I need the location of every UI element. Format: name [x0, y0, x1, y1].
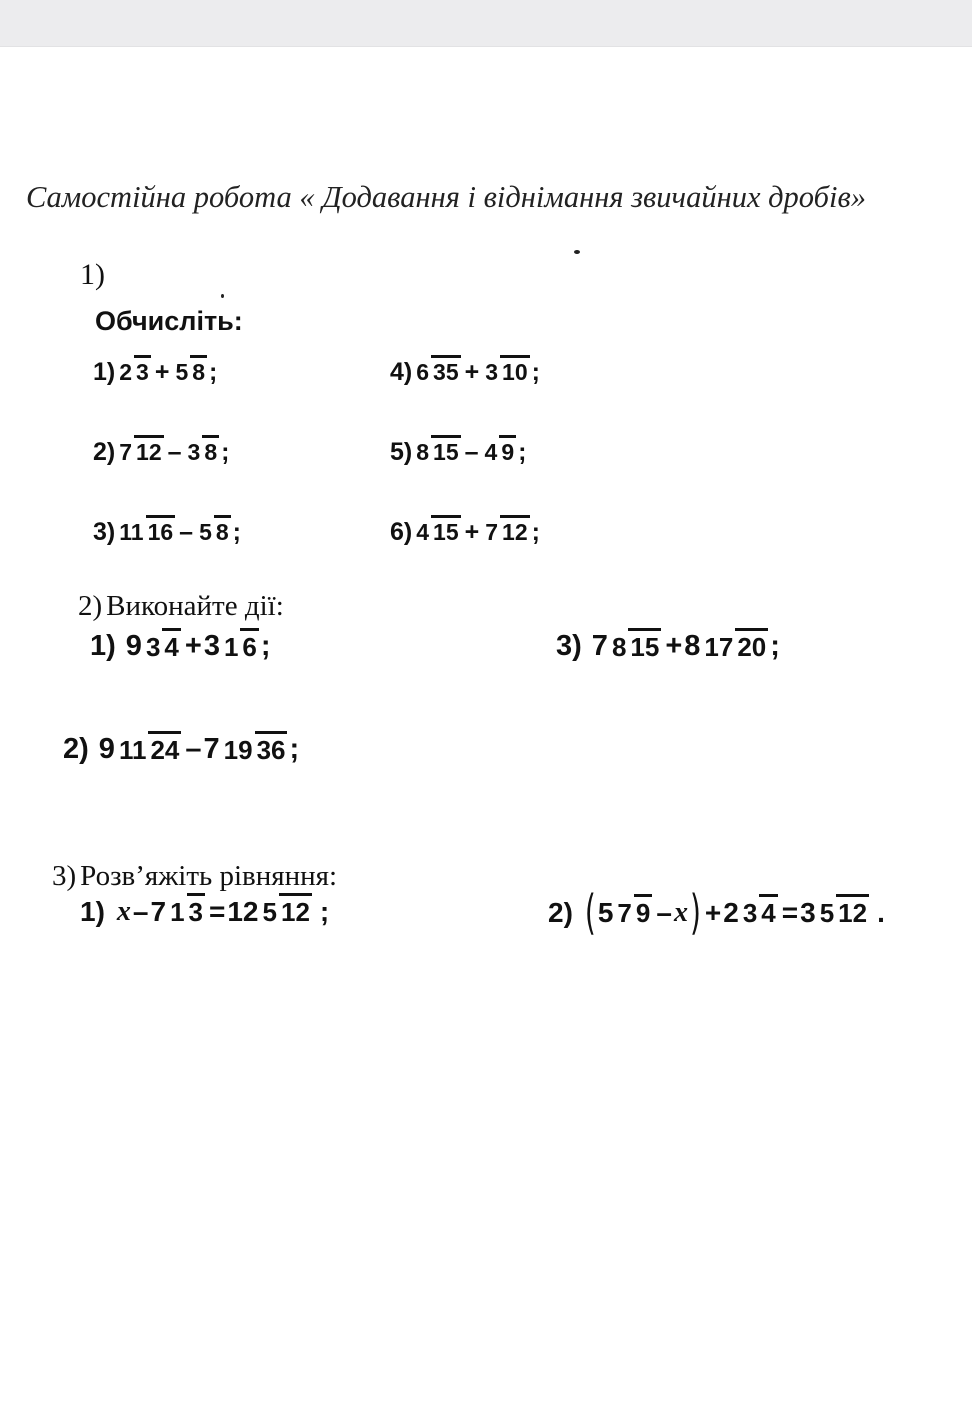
- fraction: [173, 361, 207, 384]
- item-label: 2): [93, 438, 116, 466]
- denominator: 4: [162, 628, 180, 662]
- part1-number: 1): [80, 258, 105, 291]
- numerator: 19: [223, 734, 253, 765]
- whole-part: 2: [723, 896, 739, 928]
- numerator: 5: [819, 897, 835, 928]
- fraction: [414, 361, 460, 384]
- operator: –: [167, 438, 182, 466]
- fraction: [483, 521, 529, 544]
- right-parenthesis: ): [689, 884, 701, 941]
- numerator: 11: [119, 519, 144, 545]
- part1-item-4: [390, 358, 540, 387]
- browser-top-bar: [0, 0, 972, 47]
- denominator: 3: [187, 893, 205, 927]
- part2-item-3: [556, 630, 780, 663]
- numerator: 3: [742, 897, 758, 928]
- part3-number: 3): [52, 860, 77, 892]
- denominator: 36: [255, 731, 288, 765]
- item-label: 1): [80, 896, 105, 927]
- part1-item-6: [390, 518, 540, 547]
- numerator: 8: [416, 439, 430, 465]
- numerator: 3: [145, 631, 161, 662]
- numerator: 2: [119, 359, 133, 385]
- numerator: 17: [704, 631, 734, 662]
- operator: +: [464, 358, 480, 386]
- terminator: .: [877, 896, 885, 928]
- denominator: 15: [431, 435, 461, 465]
- variable-x: x: [673, 896, 688, 928]
- whole-part: 3: [800, 896, 816, 928]
- numerator: 7: [485, 519, 499, 545]
- item-label: 3): [556, 630, 582, 662]
- terminator: ;: [232, 518, 241, 546]
- item-label: 2): [63, 733, 89, 765]
- item-label: 1): [93, 358, 116, 386]
- part2-heading-text: Виконайте дії:: [106, 590, 284, 622]
- denominator: 6: [240, 628, 258, 662]
- operator: –: [179, 518, 194, 546]
- denominator: 15: [628, 628, 661, 662]
- operator: –: [132, 896, 149, 927]
- denominator: 3: [134, 355, 151, 385]
- part3-heading: [52, 860, 337, 893]
- denominator: 16: [146, 515, 176, 545]
- part2-number: 2): [78, 590, 103, 622]
- fraction: [222, 734, 288, 765]
- item-label: 5): [390, 438, 413, 466]
- whole-part: 8: [684, 630, 701, 662]
- operator: –: [185, 733, 202, 765]
- whole-part: 7: [203, 733, 220, 765]
- numerator: 4: [416, 519, 430, 545]
- item-label: 3): [93, 518, 116, 546]
- denominator: 12: [134, 435, 164, 465]
- numerator: 3: [187, 439, 201, 465]
- numerator: 3: [485, 359, 499, 385]
- part1-item-2: [93, 438, 229, 467]
- page-title: Самостійна робота « Додавання і віднімання звичайних дробів»: [26, 180, 866, 214]
- denominator: 35: [431, 355, 461, 385]
- denominator: 12: [500, 515, 530, 545]
- equals-sign: =: [209, 896, 226, 927]
- denominator: 12: [279, 893, 312, 927]
- terminator: ;: [531, 358, 540, 386]
- fraction: [261, 899, 312, 925]
- numerator: 7: [119, 439, 133, 465]
- denominator: 9: [634, 894, 652, 928]
- equation-2: [548, 884, 885, 941]
- fraction: [197, 521, 231, 544]
- fraction: [222, 631, 259, 662]
- equation-1: [80, 896, 329, 928]
- terminator: ;: [531, 518, 540, 546]
- whole-part: 5: [597, 896, 614, 928]
- numerator: 8: [611, 631, 627, 662]
- part2-heading: [78, 590, 284, 623]
- fraction: [414, 441, 460, 464]
- whole-part: 7: [150, 896, 167, 927]
- operator: +: [464, 518, 480, 546]
- fraction: [186, 441, 220, 464]
- terminator: ;: [289, 733, 300, 765]
- numerator: 6: [416, 359, 430, 385]
- variable-x: x: [116, 896, 131, 927]
- denominator: 8: [202, 435, 219, 465]
- operator: +: [665, 630, 683, 662]
- operator: +: [154, 358, 170, 386]
- item-label: 2): [548, 896, 573, 928]
- denominator: 10: [500, 355, 530, 385]
- operator: +: [704, 896, 722, 928]
- whole-part: 9: [125, 630, 142, 662]
- scan-speck: [221, 294, 224, 298]
- fraction: [818, 897, 869, 928]
- fraction: [702, 631, 768, 662]
- fraction: [615, 897, 652, 928]
- denominator: 24: [148, 731, 181, 765]
- part3-heading-text: Розв’яжіть рівняння:: [80, 860, 338, 892]
- denominator: 8: [190, 355, 207, 385]
- scan-speck: [574, 250, 580, 254]
- numerator: 1: [223, 631, 239, 662]
- numerator: 5: [262, 897, 277, 927]
- terminator: ;: [260, 630, 271, 662]
- part2-item-1: [90, 630, 271, 663]
- terminator: ;: [770, 630, 780, 662]
- part1-item-5: [390, 438, 526, 467]
- left-parenthesis: (: [584, 884, 596, 941]
- fraction: [741, 897, 778, 928]
- whole-part: 9: [98, 733, 115, 765]
- item-label: 6): [390, 518, 413, 546]
- numerator: 4: [484, 439, 498, 465]
- numerator: 11: [118, 734, 147, 765]
- part1-item-3: [93, 518, 241, 547]
- operator: +: [184, 630, 202, 662]
- fraction: [414, 521, 460, 544]
- terminator: ;: [518, 438, 527, 466]
- equals-sign: =: [781, 896, 799, 928]
- item-label: 1): [90, 630, 116, 662]
- fraction: [117, 521, 175, 544]
- part2-item-2: [63, 733, 299, 766]
- fraction: [610, 631, 661, 662]
- denominator: 9: [499, 435, 516, 465]
- terminator: ;: [319, 896, 330, 927]
- whole-part: 12: [227, 896, 259, 927]
- item-label: 4): [390, 358, 413, 386]
- operator: –: [656, 896, 672, 928]
- whole-part: 7: [591, 630, 608, 662]
- denominator: 15: [431, 515, 461, 545]
- fraction: [483, 361, 529, 384]
- part1-heading: Обчисліть:: [95, 306, 243, 336]
- fraction: [117, 441, 163, 464]
- whole-part: 3: [203, 630, 220, 662]
- part1-item-1: [93, 358, 217, 387]
- fraction: [168, 899, 205, 925]
- denominator: 8: [214, 515, 231, 545]
- fraction: [117, 361, 151, 384]
- fraction: [144, 631, 181, 662]
- denominator: 12: [836, 894, 869, 928]
- numerator: 5: [175, 359, 189, 385]
- numerator: 7: [617, 897, 632, 928]
- terminator: ;: [221, 438, 230, 466]
- numerator: 5: [199, 519, 212, 545]
- operator: –: [464, 438, 479, 466]
- terminator: ;: [209, 358, 218, 386]
- denominator: 4: [759, 894, 777, 928]
- fraction: [483, 441, 517, 464]
- denominator: 20: [735, 628, 768, 662]
- numerator: 1: [170, 897, 185, 927]
- fraction: [117, 734, 181, 765]
